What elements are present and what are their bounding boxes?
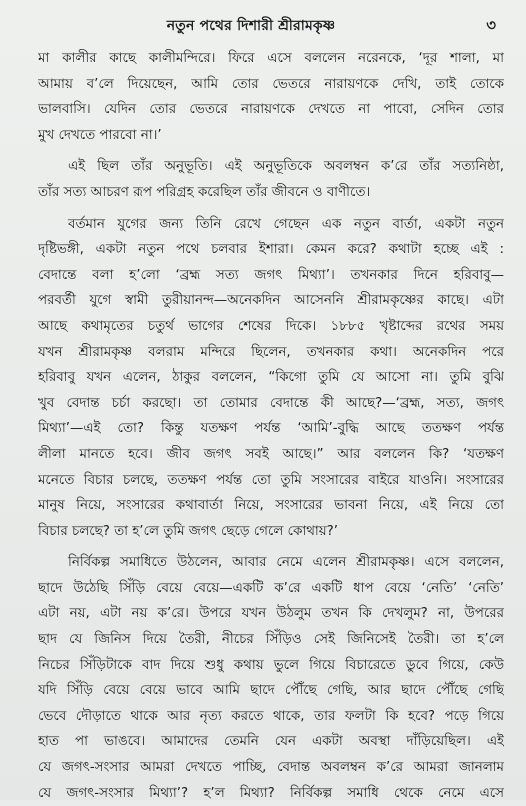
text-line: লীলা মানতে হবে। জীব জগৎ সবই আছে।” আর বললেন কি? ‘যতক্ষণ [38, 446, 504, 462]
text-line: যে জগৎ-সংসার আমরা দেখতে পাচ্ছি, বেদান্ত অবলম্বন ক’রে আমরা জানলাম [38, 760, 504, 776]
text-line: মা কালীর কাছে কালীমন্দিরে। ফিরে এসে বললেন নরেনকে, ‘দূর শালা, মা [38, 51, 504, 66]
paragraph-3 [38, 212, 504, 545]
text-line: হরিবাবু যখন এলেন, ঠাকুর বললেন, “কিগো তুমি যে আসো না। তুমি বুঝি [38, 370, 504, 386]
text-line: ছাদ যে জিনিস দিয়ে তৈরী, নীচের সিঁড়িও সেই জিনিসেই তৈরী। তা হ’লে [38, 632, 504, 648]
paragraph-4 [38, 550, 504, 806]
text-line: এটা নয়, এটা নয় ক’রে। উপরে যখন উঠলুম তখন কি দেখলুম? না, উপরের [38, 606, 504, 622]
text-line: আছে কথামৃতের চতুর্থ ভাগের শেষের দিকে। ১৮৮৫ খৃষ্টাব্দের রথের সময় [38, 318, 504, 334]
text-line: আমায় ব’লে দিয়েছেন, আমি তোর ভেতরে নারায়ণকে দেখি, তাই তোকে [38, 76, 504, 92]
paragraph-1 [38, 46, 504, 148]
running-title: নতুন পথের দিশারী শ্রীরামকৃষ্ণ [166, 18, 336, 34]
text-line: ভেবে দৌড়াতে থাকে আর নৃত্য করতে থাকে, তার ফলটা কি হবে? পড়ে গিয়ে [38, 708, 504, 724]
text-line: নির্বিকল্প সমাধিতে উঠলেন, আবার নেমে এলেন শ্রীরামকৃষ্ণ। এসে বললেন, [68, 555, 504, 571]
text-line: যখন শ্রীরামকৃষ্ণ বলরাম মন্দিরে ছিলেন, তখনকার কথা। অনেকদিন পরে [38, 344, 504, 360]
text-line: মানুষ নিয়ে, সংসারের কথাবার্তা নিয়ে, সংসারের ভাবনা নিয়ে, এই নিয়ে তো [38, 498, 504, 514]
text-line: মিথ্যা’—এই তো? কিন্তু যতক্ষণ পর্যন্ত ‘আমি’-বুদ্ধি আছে ততক্ষণ পর্যন্ত [38, 421, 504, 437]
text-line: মুখ দেখতে পারবো না।’ [38, 127, 162, 143]
text-line: নিচের সিঁড়িটাকে বাদ দিয়ে শুধু কথায় ভুলে গিয়ে বিচারেতে ডুবে গিয়ে, কেউ [38, 657, 504, 673]
text-line: দৃষ্টিভঙ্গী, একটা নতুন পথে চলবার ইশারা। কেমন করে? কথাটা হচ্ছে এই : [38, 242, 504, 258]
text-line: মনেতে বিচার চলছে, ততক্ষণ পর্যন্ত তো তুমি সংসারের বাইরে যাওনি। সংসারের [38, 472, 504, 488]
text-line: বর্তমান যুগের জন্য তিনি রেখে গেছেন এক নতুন বার্তা, একটা নতুন [68, 216, 504, 232]
text-line: ভালবাসি। যেদিন তোর ভেতরে নারায়ণকে দেখতে না পাবো, সেদিন তোর [38, 102, 504, 118]
page-body [38, 46, 504, 806]
text-line: ছাদে উঠেছি সিঁড়ি বেয়ে বেয়ে—একটি ক’রে একটি ধাপ বেয়ে ‘নেতি’ ‘নেতি’ [38, 580, 504, 596]
text-line: যদি সিঁড়ি বেয়ে বেয়ে ভাবে আমি ছাদে পৌঁছে গেছি, আর ছাদে পৌঁছে গেছি [38, 683, 504, 699]
text-line: বেদান্তে বলা হ’লো ‘ব্রহ্ম সত্য জগৎ মিথ্যা’। তখনকার দিনে হরিবাবু— [38, 267, 504, 283]
text-line: হাত পা ভাঙবে। আমাদের তেমনি যেন একটা অবস্থা দাঁড়িয়েছিল। এই [38, 734, 504, 750]
text-line: যে জগৎ-সংসার মিথ্যা’? হ’ল মিথ্যা? নির্বিকল্প সমাধি থেকে নেমে এসে [38, 785, 504, 801]
page-header [38, 10, 504, 40]
text-line: খুব বেদান্ত চর্চা করছো। তা তোমার বেদান্তে কী আছে?—‘ব্রহ্ম, সত্য, জগৎ [38, 395, 504, 411]
text-line: পরবর্তী যুগে স্বামী তুরীয়ানন্দ—অনেকদিন আসেননি শ্রীরামকৃষ্ণের কাছে। এটা [38, 293, 504, 309]
page-number: ৩ [486, 16, 496, 34]
text-line: তাঁর সত্য আচরণ রূপ পরিগ্রহ করেছিল তাঁর জীবনে ও বাণীতে। [38, 184, 371, 200]
text-line: বিচার চলছে? তা হ’লে তুমি জগৎ ছেড়ে গেলে কোথায়?’ [38, 523, 339, 539]
text-line: এই ছিল তাঁর অনুভূতি। এই অনুভূতিকে অবলম্বন ক’রে তাঁর সত্যনিষ্ঠা, [68, 159, 504, 175]
paragraph-2 [38, 154, 504, 205]
